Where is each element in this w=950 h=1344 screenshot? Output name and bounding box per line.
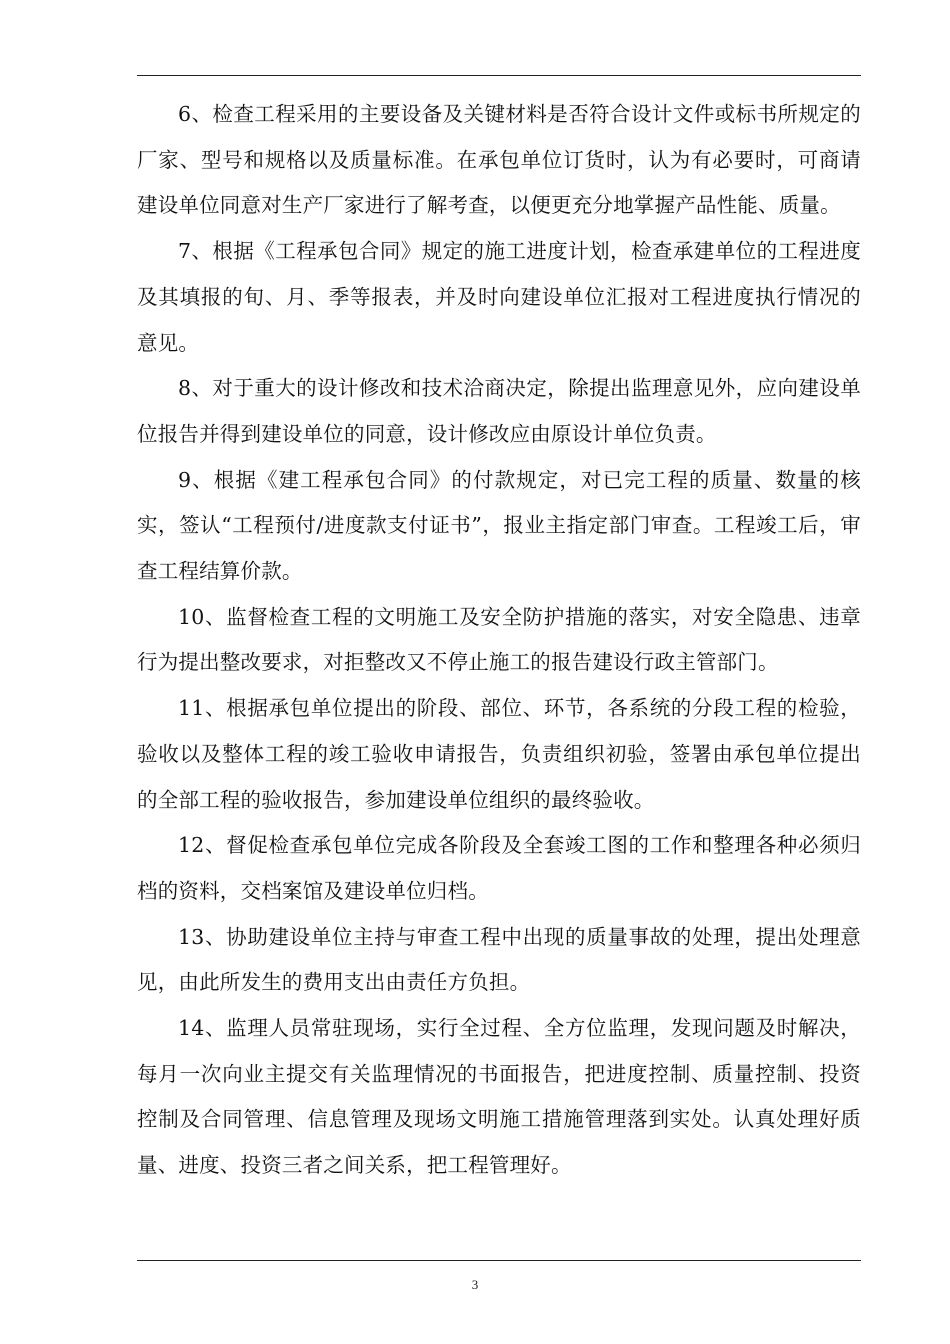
paragraph-item-9: 9、根据《建工程承包合同》的付款规定，对已完工程的质量、数量的核实，签认“工程预付/进度款支付证书”，报业主指定部门审查。工程竣工后，审查工程结算价款。: [137, 467, 861, 584]
paragraph-item-10: 10、监督检查工程的文明施工及安全防护措施的落实，对安全隐患、违章行为提出整改要求，对拒整改又不停止施工的报告建设行政主管部门。: [137, 604, 861, 675]
paragraph-item-12: 12、督促检查承包单位完成各阶段及全套竣工图的工作和整理各种必须归档的资料，交档案馆及建设单位归档。: [137, 833, 861, 903]
paragraph-item-6: 6、检查工程采用的主要设备及关键材料是否符合设计文件或标书所规定的厂家、型号和规格以及质量标准。在承包单位订货时，认为有必要时，可商请建设单位同意对生产厂家进行了解考查，以便更充分地掌握产品性能、质量。: [137, 102, 861, 218]
paragraph-item-7: 7、根据《工程承包合同》规定的施工进度计划，检查承建单位的工程进度及其填报的旬、月、季等报表，并及时向建设单位汇报对工程进度执行情况的意见。: [137, 239, 861, 355]
paragraph-item-14: 14、监理人员常驻现场，实行全过程、全方位监理，发现问题及时解决，每月一次向业主提交有关监理情况的书面报告，把进度控制、质量控制、投资控制及合同管理、信息管理及现场文明施工措施管理落到实处。认真处理好质量、进度、投资三者之间关系，把工程管理好。: [137, 1016, 861, 1178]
paragraph-item-8: 8、对于重大的设计修改和技术洽商决定，除提出监理意见外，应向建设单位报告并得到建设单位的同意，设计修改应由原设计单位负责。: [137, 376, 861, 446]
footer-rule: [137, 1260, 861, 1261]
document-body: [137, 92, 861, 1189]
header-rule: [137, 75, 861, 76]
paragraph-item-13: 13、协助建设单位主持与审查工程中出现的质量事故的处理，提出处理意见，由此所发生的费用支出由责任方负担。: [137, 924, 861, 995]
paragraph-item-11: 11、根据承包单位提出的阶段、部位、环节，各系统的分段工程的检验，验收以及整体工程的竣工验收申请报告，负责组织初验，签署由承包单位提出的全部工程的验收报告，参加建设单位组织的最终验收。: [137, 696, 861, 812]
page-number: 3: [471, 1277, 479, 1292]
